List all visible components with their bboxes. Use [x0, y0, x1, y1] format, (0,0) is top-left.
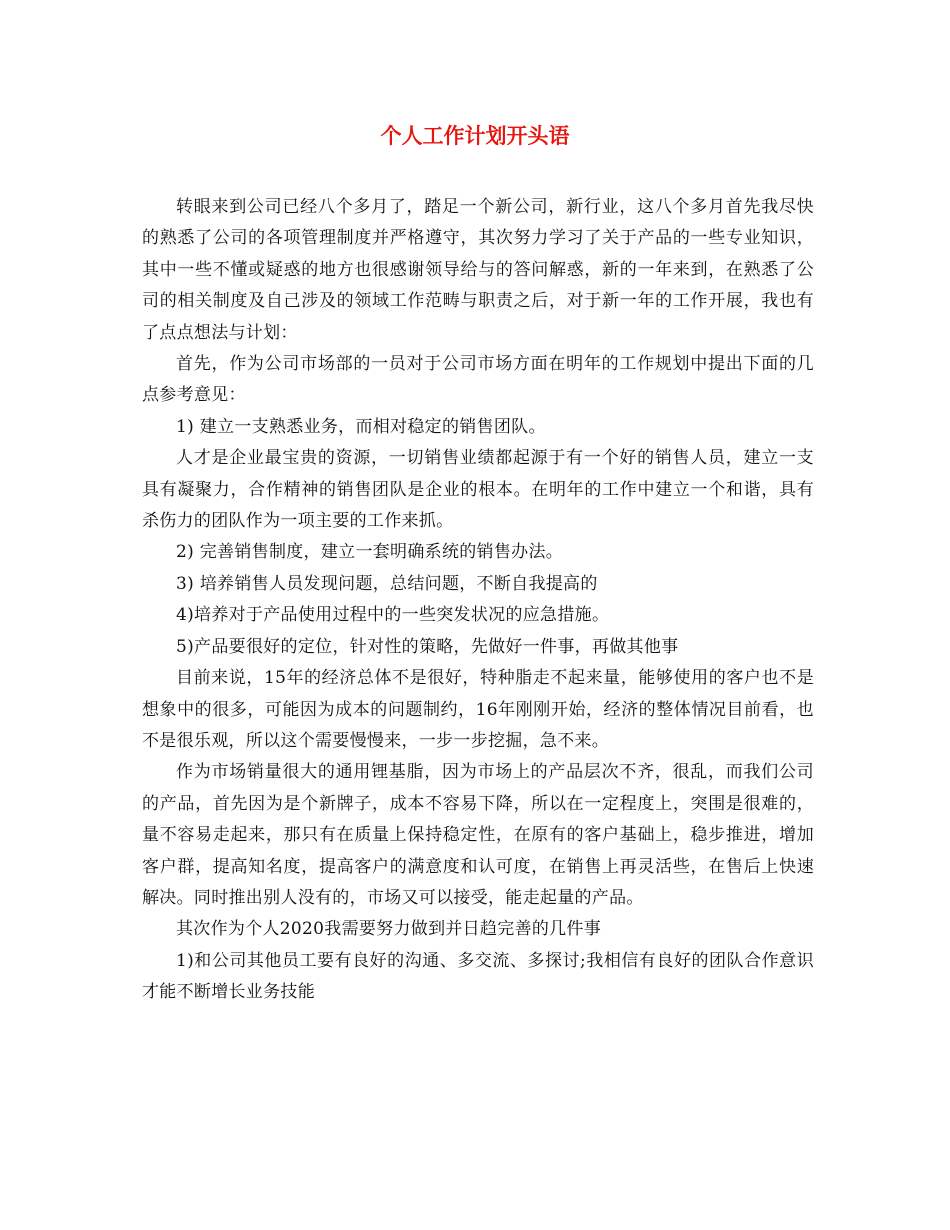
paragraph-talent: 人才是企业最宝贵的资源，一切销售业绩都起源于有一个好的销售人员，建立一支具有凝聚力，合作精神的销售团队是企业的根本。在明年的工作中建立一个和谐，具有杀伤力的团队作为一项主要的工作来抓。: [142, 448, 814, 532]
list-item-personal-1: 1)和公司其他员工要有良好的沟通、多交流、多探讨;我相信有良好的团队合作意识才能不断增长业务技能: [142, 950, 814, 1003]
document-body: [142, 192, 814, 1009]
list-item-1: 1) 建立一支熟悉业务，而相对稳定的销售团队。: [176, 416, 546, 437]
list-item-4: 4)培养对于产品使用过程中的一些突发状况的应急措施。: [176, 605, 610, 626]
document-title: 个人工作计划开头语: [380, 123, 570, 148]
paragraph-personal: 其次作为个人2020我需要努力做到并日趋完善的几件事: [176, 919, 602, 940]
list-item-2: 2) 完善销售制度，建立一套明确系统的销售办法。: [176, 542, 564, 563]
paragraph-economy: 目前来说，15年的经济总体不是很好，特种脂走不起来量，能够使用的客户也不是想象中的很多，可能因为成本的问题制约，16年刚刚开始，经济的整体情况目前看，也不是很乐观，所以这个需要慢慢来，一步一步挖掘，急不来。: [142, 668, 814, 751]
list-item-5: 5)产品要很好的定位，针对性的策略，先做好一件事，再做其他事: [176, 636, 679, 657]
paragraph-lithium-grease: 作为市场销量很大的通用锂基脂，因为市场上的产品层次不齐，很乱，而我们公司的产品，首先因为是个新牌子，成本不容易下降，所以在一定程度上，突围是很难的，量不容易走起来，那只有在质量上保持稳定性，在原有的客户基础上，稳步推进，增加客户群，提高知名度，提高客户的满意度和认可度，在销售上再灵活些，在售后上快速解决。同时推出别人没有的，市场又可以接受，能走起量的产品。: [142, 762, 814, 908]
paragraph-intro: 转眼来到公司已经八个多月了，踏足一个新公司，新行业，这八个多月首先我尽快的熟悉了公司的各项管理制度并严格遵守，其次努力学习了关于产品的一些专业知识，其中一些不懂或疑惑的地方也很感谢领导给与的答问解惑，新的一年来到，在熟悉了公司的相关制度及自己涉及的领域工作范畴与职责之后，对于新一年的工作开展，我也有了点点想法与计划：: [142, 197, 814, 343]
list-item-3: 3) 培养销售人员发现问题，总结问题，不断自我提高的: [176, 573, 598, 594]
paragraph-first: 首先，作为公司市场部的一员对于公司市场方面在明年的工作规划中提出下面的几点参考意见：: [142, 354, 814, 406]
